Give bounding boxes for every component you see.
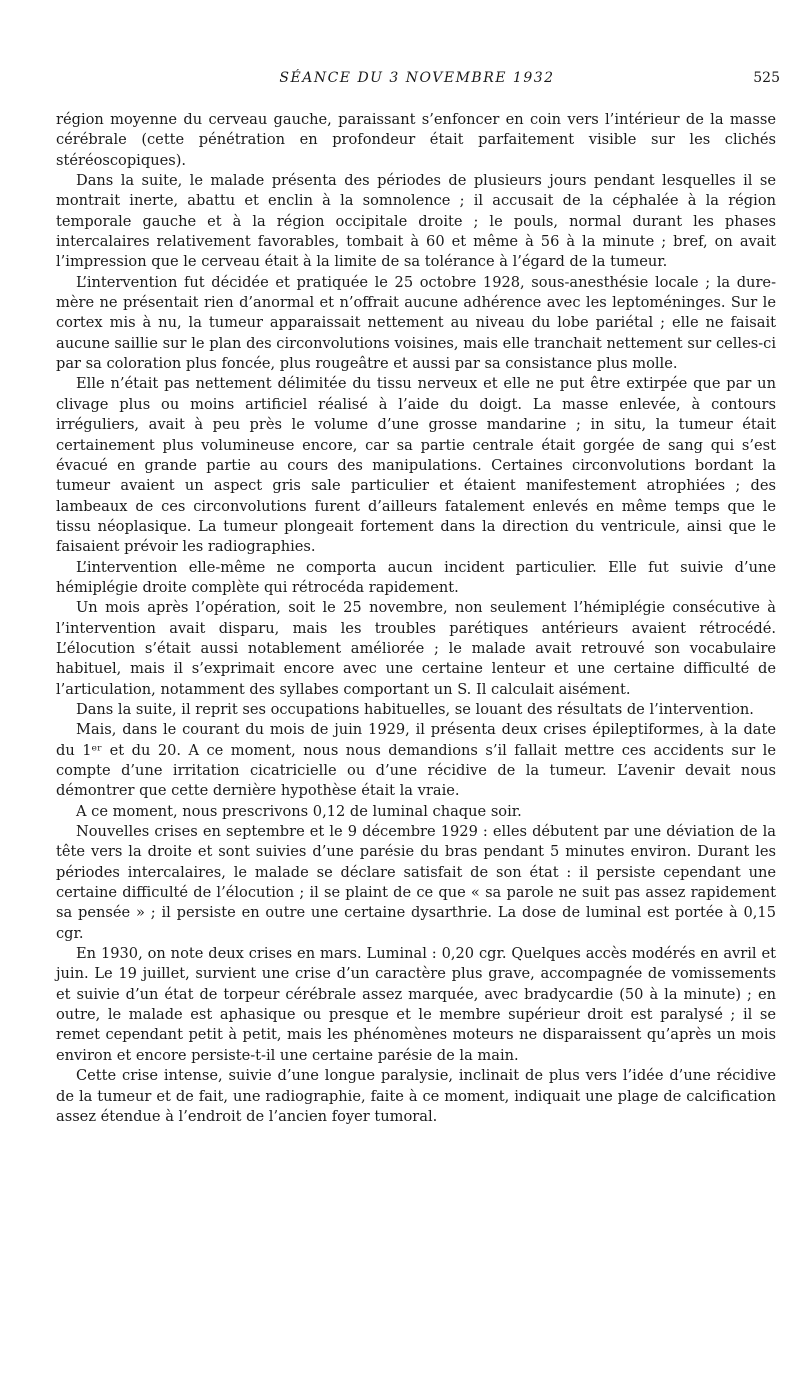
page-number: 525 <box>753 70 780 86</box>
paragraph-excision: Elle n’était pas nettement délimitée du tissu nerveux et elle ne put être extirpée que par un clivage plus ou moins artificiel réalisé à l’aide du doigt. La masse enlevée, à contours irréguliers, avait à peu près le volume d’une grosse mandarine ; in situ, la tumeur était certainement plus volumineuse encore, car sa partie centrale était gorgée de sang qui s’est évacué en grande partie au cours des manipulations. Certaines circonvolutions bordant la tumeur avaient un aspect gris sale particulier et étaient manifestement atrophiées ; des lambeaux de ces circonvolutions furent d’ailleurs fatalement enlevés en même temps que le tissu néoplasique. La tumeur plongeait fortement dans la direction du ventricule, ainsi que le faisaient prévoir les radiographies. <box>56 375 776 556</box>
running-title: SÉANCE DU 3 NOVEMBRE 1932 <box>279 70 555 86</box>
paragraph-continuation: région moyenne du cerveau gauche, paraissant s’enfoncer en coin vers l’intérieur de la masse cérébrale (cette pénétration en profondeur était parfaitement visible sur les clichés stéréoscopiques). <box>56 111 776 169</box>
paragraph-recurrence: Cette crise intense, suivie d’une longue paralysie, inclinait de plus vers l’idée d’une récidive de la tumeur et de fait, une radiographie, faite à ce moment, indiquait une plage de calcification assez étendue à l’endroit de l’ancien foyer tumoral. <box>56 1067 776 1125</box>
paragraph-postop: L’intervention elle-même ne comporta aucun incident particulier. Elle fut suivie d’une hémiplégie droite complète qui rétrocéda rapidement. <box>56 558 776 596</box>
paragraph-intervention: L’intervention fut décidée et pratiquée le 25 octobre 1928, sous-anesthésie locale ; la dure-mère ne présentait rien d’anormal et n’offrait aucune adhérence avec les leptoméninges. Sur le cortex mis à nu, la tumeur apparaissait nettement au niveau du lobe pariétal ; elle ne faisait aucune saillie sur le plan des circonvolutions voisines, mais elle tranchait nettement sur celles-ci par sa coloration plus foncée, plus rougeâtre et aussi par sa consistance plus molle. <box>56 273 776 373</box>
paragraph-luminal: A ce moment, nous prescrivons 0,12 de luminal chaque soir. <box>76 802 522 820</box>
paragraph-june-1929: Mais, dans le courant du mois de juin 1929, il présenta deux crises épileptiformes, à la date du 1ᵉʳ et du 20. A ce moment, nous nous demandions s’il fallait mettre ces accidents sur le compte d’une irritation cicatricielle ou d’une récidive de la tumeur. L’avenir devait nous démontrer que cette dernière hypothèse était la vraie. <box>56 721 776 800</box>
paragraph-occupations: Dans la suite, il reprit ses occupations habituelles, se louant des résultats de l’intervention. <box>76 700 754 718</box>
paragraph-new-crises: Nouvelles crises en septembre et le 9 décembre 1929 : elles débutent par une déviation de la tête vers la droite et sont suivies d’une parésie du bras pendant 5 minutes environ. Durant les périodes intercalaires, le malade se déclare satisfait de son état : il persiste cependant une certaine difficulté de l’élocution ; il se plaint de ce que « sa parole ne suit pas assez rapidement sa pensée » ; il persiste en outre une certaine dysarthrie. La dose de luminal est portée à 0,15 cgr. <box>56 823 776 942</box>
paragraph-one-month: Un mois après l’opération, soit le 25 novembre, non seulement l’hémiplégie consécutive à l’intervention avait disparu, mais les troubles parétiques antérieurs avaient rétrocédé. L’élocution s’était aussi notablement améliorée ; le malade avait retrouvé son vocabulaire habituel, mais il s’exprimait encore avec une certaine lenteur et une certaine difficulté de l’articulation, notamment des syllabes comportant un S. Il calculait aisément. <box>56 599 776 698</box>
paragraph-1930: En 1930, on note deux crises en mars. Luminal : 0,20 cgr. Quelques accès modérés en avril et juin. Le 19 juillet, survient une crise d’un caractère plus grave, accompagnée de vomissements et suivie d’un état de torpeur cérébrale assez marquée, avec bradycardie (50 à la minute) ; en outre, le malade est aphasique ou presque et le membre supérieur droit est paralysé ; il se remet cependant petit à petit, mais les phénomènes moteurs ne disparaissent qu’après un mois environ et encore persiste-t-il une certaine parésie de la main. <box>56 945 776 1064</box>
paragraph-symptoms: Dans la suite, le malade présenta des périodes de plusieurs jours pendant lesquelles il se montrait inerte, abattu et enclin à la somnolence ; il accusait de la céphalée à la région temporale gauche et à la région occipitale droite ; le pouls, normal durant les phases intercalaires relativement favorables, tombait à 60 et même à 56 à la minute ; bref, on avait l’impression que le cerveau était à la limite de sa tolérance à l’égard de la tumeur. <box>56 172 776 271</box>
body-text <box>56 110 776 1127</box>
running-head <box>54 70 780 92</box>
